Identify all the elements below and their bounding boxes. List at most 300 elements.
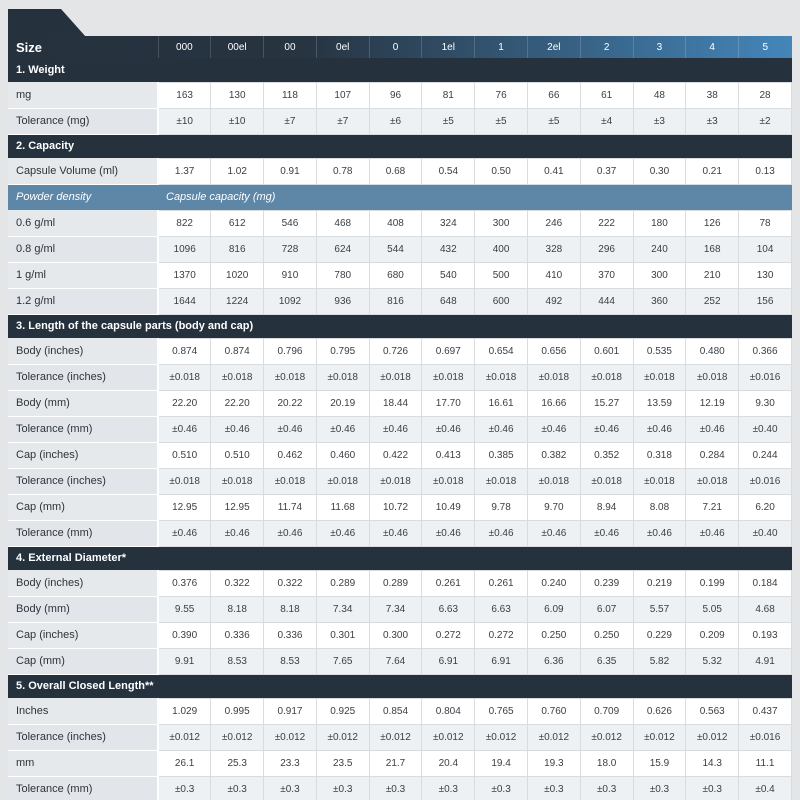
cell-000: 1096	[158, 236, 211, 262]
cell-00el: 8.18	[211, 596, 264, 622]
cell-1el: 540	[422, 262, 475, 288]
column-header-000: 000	[158, 36, 211, 58]
cell-2: 0.352	[580, 442, 633, 468]
size-label: Size	[8, 36, 158, 58]
row-label: 0.6 g/ml	[8, 210, 158, 236]
cell-00el: ±0.018	[211, 364, 264, 390]
cell-5: 4.91	[739, 648, 792, 674]
table-row	[8, 390, 792, 416]
cell-1el: 20.4	[422, 750, 475, 776]
cell-4: 168	[686, 236, 739, 262]
row-label: Tolerance (mm)	[8, 416, 158, 442]
table-wrap	[8, 36, 792, 800]
section-header-row	[8, 134, 792, 158]
size-header-row	[8, 36, 792, 58]
cell-5: 0.184	[739, 570, 792, 596]
row-label: 1.2 g/ml	[8, 288, 158, 314]
cell-1: 300	[475, 210, 528, 236]
table-row	[8, 82, 792, 108]
cell-5: 0.437	[739, 698, 792, 724]
cell-0el: 0.925	[316, 698, 369, 724]
cell-00el: ±0.018	[211, 468, 264, 494]
cell-0: 7.34	[369, 596, 422, 622]
cell-00el: 816	[211, 236, 264, 262]
table-row	[8, 596, 792, 622]
cell-2: 0.37	[580, 158, 633, 184]
cell-5: ±0.40	[739, 416, 792, 442]
cell-0el: ±0.018	[316, 468, 369, 494]
cell-2: 370	[580, 262, 633, 288]
row-label: Tolerance (mm)	[8, 776, 158, 800]
cell-2: 6.07	[580, 596, 633, 622]
table-row	[8, 750, 792, 776]
cell-000: 1644	[158, 288, 211, 314]
column-header-5: 5	[762, 41, 769, 53]
cell-0el: ±0.018	[316, 364, 369, 390]
cell-1el: 0.697	[422, 338, 475, 364]
cell-4: ±0.018	[686, 468, 739, 494]
cell-2: ±0.012	[580, 724, 633, 750]
cell-2: 8.94	[580, 494, 633, 520]
cell-4: ±0.012	[686, 724, 739, 750]
cell-0el: 624	[316, 236, 369, 262]
cell-0: ±0.012	[369, 724, 422, 750]
cell-2el: 0.240	[527, 570, 580, 596]
cell-2el: ±5	[527, 108, 580, 134]
cell-0: 18.44	[369, 390, 422, 416]
cell-3: 0.318	[633, 442, 686, 468]
section-header-row	[8, 674, 792, 698]
cell-2: 444	[580, 288, 633, 314]
cell-00: 1092	[264, 288, 317, 314]
cell-000: 1370	[158, 262, 211, 288]
row-label: Body (inches)	[8, 338, 158, 364]
table-row	[8, 416, 792, 442]
cell-3: ±3	[633, 108, 686, 134]
cell-1el: 0.413	[422, 442, 475, 468]
table-row	[8, 776, 792, 800]
cell-4: 7.21	[686, 494, 739, 520]
table-body	[8, 58, 792, 800]
cell-00: ±7	[264, 108, 317, 134]
cell-1el: 0.261	[422, 570, 475, 596]
row-label: Tolerance (mg)	[8, 108, 158, 134]
cell-2: 0.250	[580, 622, 633, 648]
column-header-2: 2	[580, 36, 633, 58]
cell-0el: 23.5	[316, 750, 369, 776]
table-row	[8, 648, 792, 674]
cell-00: 0.462	[264, 442, 317, 468]
table-row	[8, 108, 792, 134]
cell-00el: 25.3	[211, 750, 264, 776]
cell-2el: ±0.018	[527, 364, 580, 390]
cell-2el: 0.41	[527, 158, 580, 184]
cell-0el: 7.34	[316, 596, 369, 622]
cell-4: 12.19	[686, 390, 739, 416]
cell-5: ±0.4	[739, 776, 792, 800]
table-row	[8, 338, 792, 364]
cell-2: 0.239	[580, 570, 633, 596]
cell-000: 12.95	[158, 494, 211, 520]
capsule-size-table	[8, 36, 792, 800]
cell-1: 76	[475, 82, 528, 108]
table-row	[8, 494, 792, 520]
table-row	[8, 262, 792, 288]
cell-0: 0.289	[369, 570, 422, 596]
cell-0: 816	[369, 288, 422, 314]
cell-1: 6.91	[475, 648, 528, 674]
cell-2: ±0.46	[580, 520, 633, 546]
cell-2el: 16.66	[527, 390, 580, 416]
cell-1: ±0.46	[475, 520, 528, 546]
cell-00el: 0.874	[211, 338, 264, 364]
cell-3: ±0.46	[633, 416, 686, 442]
cell-1el: 10.49	[422, 494, 475, 520]
row-label: 0.8 g/ml	[8, 236, 158, 262]
subheader-label: Powder density	[8, 184, 158, 210]
cell-3: 0.535	[633, 338, 686, 364]
cell-2el: 0.250	[527, 622, 580, 648]
row-label: Tolerance (inches)	[8, 364, 158, 390]
cell-2el: 6.36	[527, 648, 580, 674]
cell-2: 15.27	[580, 390, 633, 416]
table-row	[8, 570, 792, 596]
cell-1: 400	[475, 236, 528, 262]
cell-00: 118	[264, 82, 317, 108]
cell-00: 0.917	[264, 698, 317, 724]
column-header-00: 00	[264, 36, 317, 58]
cell-4: 252	[686, 288, 739, 314]
cell-2el: ±0.46	[527, 416, 580, 442]
cell-0: ±0.3	[369, 776, 422, 800]
cell-1: 0.765	[475, 698, 528, 724]
cell-0: 0.726	[369, 338, 422, 364]
row-label: mm	[8, 750, 158, 776]
column-header-0: 0	[369, 36, 422, 58]
cell-0el: ±0.3	[316, 776, 369, 800]
cell-2: 222	[580, 210, 633, 236]
cell-00el: 1020	[211, 262, 264, 288]
cell-1el: 17.70	[422, 390, 475, 416]
cell-3: 48	[633, 82, 686, 108]
cell-2: 61	[580, 82, 633, 108]
cell-000: 1.37	[158, 158, 211, 184]
cell-1el: 324	[422, 210, 475, 236]
cell-000: 9.55	[158, 596, 211, 622]
cell-4: ±0.3	[686, 776, 739, 800]
cell-5: ±0.016	[739, 364, 792, 390]
cell-2el: 19.3	[527, 750, 580, 776]
cell-0: 0.422	[369, 442, 422, 468]
row-label: Cap (inches)	[8, 622, 158, 648]
table-row	[8, 442, 792, 468]
cell-00: ±0.46	[264, 416, 317, 442]
cell-1el: ±0.018	[422, 468, 475, 494]
row-label: Capsule Volume (ml)	[8, 158, 158, 184]
cell-5: 4.68	[739, 596, 792, 622]
cell-1: 500	[475, 262, 528, 288]
section-header-row	[8, 314, 792, 338]
subheader-row	[8, 184, 792, 210]
subheader-note: Capsule capacity (mg)	[158, 184, 792, 210]
cell-1el: ±0.46	[422, 520, 475, 546]
cell-2: ±0.018	[580, 468, 633, 494]
section-title: 5. Overall Closed Length**	[8, 674, 792, 698]
cell-2el: 0.382	[527, 442, 580, 468]
cell-3: 5.57	[633, 596, 686, 622]
row-label: Cap (mm)	[8, 648, 158, 674]
cell-2: ±0.3	[580, 776, 633, 800]
cell-0el: 936	[316, 288, 369, 314]
cell-3: 8.08	[633, 494, 686, 520]
cell-5: 6.20	[739, 494, 792, 520]
cell-00el: 1.02	[211, 158, 264, 184]
cell-000: ±0.3	[158, 776, 211, 800]
cell-4: ±0.46	[686, 416, 739, 442]
cell-1el: ±0.3	[422, 776, 475, 800]
cell-1el: ±0.018	[422, 364, 475, 390]
column-header-3: 3	[633, 36, 686, 58]
table-row	[8, 622, 792, 648]
cell-000: 0.390	[158, 622, 211, 648]
section-header-row	[8, 546, 792, 570]
cell-4: ±0.46	[686, 520, 739, 546]
cell-2: 0.709	[580, 698, 633, 724]
cell-1: 16.61	[475, 390, 528, 416]
cell-3: 13.59	[633, 390, 686, 416]
cell-1: 600	[475, 288, 528, 314]
cell-0el: 20.19	[316, 390, 369, 416]
cell-1el: ±0.012	[422, 724, 475, 750]
cell-00el: ±0.012	[211, 724, 264, 750]
cell-0: 21.7	[369, 750, 422, 776]
table-row	[8, 288, 792, 314]
cell-1: ±0.3	[475, 776, 528, 800]
table-row	[8, 236, 792, 262]
cell-2el: 0.656	[527, 338, 580, 364]
cell-4: 126	[686, 210, 739, 236]
cell-4: ±3	[686, 108, 739, 134]
cell-4: 38	[686, 82, 739, 108]
column-header-1: 1	[475, 36, 528, 58]
cell-5: 11.1	[739, 750, 792, 776]
cell-2el: 328	[527, 236, 580, 262]
cell-3: ±0.3	[633, 776, 686, 800]
cell-1el: 432	[422, 236, 475, 262]
cell-00el: 12.95	[211, 494, 264, 520]
section-title: 3. Length of the capsule parts (body and cap)	[8, 314, 792, 338]
table-row	[8, 468, 792, 494]
cell-1: ±0.012	[475, 724, 528, 750]
cell-0el: ±7	[316, 108, 369, 134]
cell-0el: 780	[316, 262, 369, 288]
cell-00: 8.53	[264, 648, 317, 674]
section-header-row	[8, 58, 792, 82]
cell-5: 0.193	[739, 622, 792, 648]
cell-1el: 6.63	[422, 596, 475, 622]
cell-00el: 0.995	[211, 698, 264, 724]
cell-0: ±0.018	[369, 364, 422, 390]
cell-0: 10.72	[369, 494, 422, 520]
cell-0: ±0.018	[369, 468, 422, 494]
cell-0el: 11.68	[316, 494, 369, 520]
cell-00: ±0.46	[264, 520, 317, 546]
cell-3: 0.229	[633, 622, 686, 648]
cell-0: ±0.46	[369, 520, 422, 546]
cell-00el: 8.53	[211, 648, 264, 674]
column-header-4: 4	[686, 36, 739, 58]
cell-000: 822	[158, 210, 211, 236]
section-title: 1. Weight	[8, 58, 792, 82]
cell-00: 0.796	[264, 338, 317, 364]
cell-1el: 648	[422, 288, 475, 314]
cell-2el: 6.09	[527, 596, 580, 622]
cell-2el: 410	[527, 262, 580, 288]
cell-2el: ±0.3	[527, 776, 580, 800]
cell-00: 8.18	[264, 596, 317, 622]
cell-3: 15.9	[633, 750, 686, 776]
cell-1el: 0.54	[422, 158, 475, 184]
cell-3: 0.219	[633, 570, 686, 596]
cell-3: ±0.018	[633, 468, 686, 494]
cell-000: 1.029	[158, 698, 211, 724]
cell-1el: 6.91	[422, 648, 475, 674]
cell-2el: ±0.018	[527, 468, 580, 494]
column-header-2el: 2el	[527, 36, 580, 58]
cell-4: 0.209	[686, 622, 739, 648]
cell-00el: ±0.3	[211, 776, 264, 800]
row-label: 1 g/ml	[8, 262, 158, 288]
cell-1: 0.261	[475, 570, 528, 596]
cell-2: 0.601	[580, 338, 633, 364]
cell-5: 9.30	[739, 390, 792, 416]
cell-00: 11.74	[264, 494, 317, 520]
cell-000: 0.510	[158, 442, 211, 468]
cell-0: 680	[369, 262, 422, 288]
cell-0el: 468	[316, 210, 369, 236]
table-row	[8, 364, 792, 390]
cell-2: 18.0	[580, 750, 633, 776]
cell-1el: ±0.46	[422, 416, 475, 442]
cell-000: ±0.012	[158, 724, 211, 750]
cell-4: 5.32	[686, 648, 739, 674]
cell-1: 6.63	[475, 596, 528, 622]
cell-1: ±0.018	[475, 468, 528, 494]
cell-2: 6.35	[580, 648, 633, 674]
cell-00: 0.91	[264, 158, 317, 184]
cell-3: 240	[633, 236, 686, 262]
cell-5: 78	[739, 210, 792, 236]
table-row	[8, 724, 792, 750]
cell-0el: 7.65	[316, 648, 369, 674]
cell-000: ±0.46	[158, 520, 211, 546]
cell-000: ±0.018	[158, 364, 211, 390]
cell-3: 180	[633, 210, 686, 236]
cell-0: ±0.46	[369, 416, 422, 442]
cell-0: 544	[369, 236, 422, 262]
cell-5: 156	[739, 288, 792, 314]
row-label: Inches	[8, 698, 158, 724]
cell-2: ±0.018	[580, 364, 633, 390]
cell-000: 26.1	[158, 750, 211, 776]
row-label: Body (mm)	[8, 390, 158, 416]
row-label: Body (mm)	[8, 596, 158, 622]
cell-0el: 107	[316, 82, 369, 108]
cell-3: 360	[633, 288, 686, 314]
cell-1: 0.654	[475, 338, 528, 364]
row-label: Cap (inches)	[8, 442, 158, 468]
cell-0el: 0.289	[316, 570, 369, 596]
cell-1: 9.78	[475, 494, 528, 520]
cell-00: 0.336	[264, 622, 317, 648]
corner-ribbon	[8, 9, 86, 37]
cell-3: 5.82	[633, 648, 686, 674]
cell-000: 0.874	[158, 338, 211, 364]
cell-00: ±0.018	[264, 468, 317, 494]
table-row	[8, 210, 792, 236]
cell-3: 0.626	[633, 698, 686, 724]
cell-1: 19.4	[475, 750, 528, 776]
cell-0: 0.300	[369, 622, 422, 648]
cell-1: 0.272	[475, 622, 528, 648]
cell-00: 728	[264, 236, 317, 262]
cell-0el: ±0.46	[316, 520, 369, 546]
cell-1el: 0.804	[422, 698, 475, 724]
cell-4: 0.480	[686, 338, 739, 364]
cell-0el: 0.795	[316, 338, 369, 364]
cell-2el: 492	[527, 288, 580, 314]
cell-5: ±2	[739, 108, 792, 134]
cell-00el: ±0.46	[211, 416, 264, 442]
cell-1: 0.50	[475, 158, 528, 184]
cell-2el: ±0.012	[527, 724, 580, 750]
cell-00: 910	[264, 262, 317, 288]
cell-00el: 130	[211, 82, 264, 108]
cell-1el: ±5	[422, 108, 475, 134]
cell-5: 104	[739, 236, 792, 262]
cell-00: ±0.012	[264, 724, 317, 750]
cell-00el: 1224	[211, 288, 264, 314]
table-row	[8, 520, 792, 546]
row-label: mg	[8, 82, 158, 108]
cell-0el: ±0.46	[316, 416, 369, 442]
column-header-1el: 1el	[422, 36, 475, 58]
cell-4: 0.563	[686, 698, 739, 724]
section-title: 2. Capacity	[8, 134, 792, 158]
cell-3: 300	[633, 262, 686, 288]
cell-00: ±0.3	[264, 776, 317, 800]
cell-5: 0.13	[739, 158, 792, 184]
cell-4: 210	[686, 262, 739, 288]
cell-1: ±0.46	[475, 416, 528, 442]
cell-0el: 0.301	[316, 622, 369, 648]
column-header-00el: 00el	[211, 36, 264, 58]
cell-00: 546	[264, 210, 317, 236]
cell-0el: ±0.012	[316, 724, 369, 750]
cell-00el: ±0.46	[211, 520, 264, 546]
table-row	[8, 698, 792, 724]
cell-5: 0.244	[739, 442, 792, 468]
cell-000: ±0.018	[158, 468, 211, 494]
cell-00: ±0.018	[264, 364, 317, 390]
cell-000: 9.91	[158, 648, 211, 674]
cell-3: ±0.018	[633, 364, 686, 390]
cell-1el: 0.272	[422, 622, 475, 648]
cell-4: 14.3	[686, 750, 739, 776]
row-label: Cap (mm)	[8, 494, 158, 520]
cell-0: 0.68	[369, 158, 422, 184]
cell-5: ±0.016	[739, 468, 792, 494]
